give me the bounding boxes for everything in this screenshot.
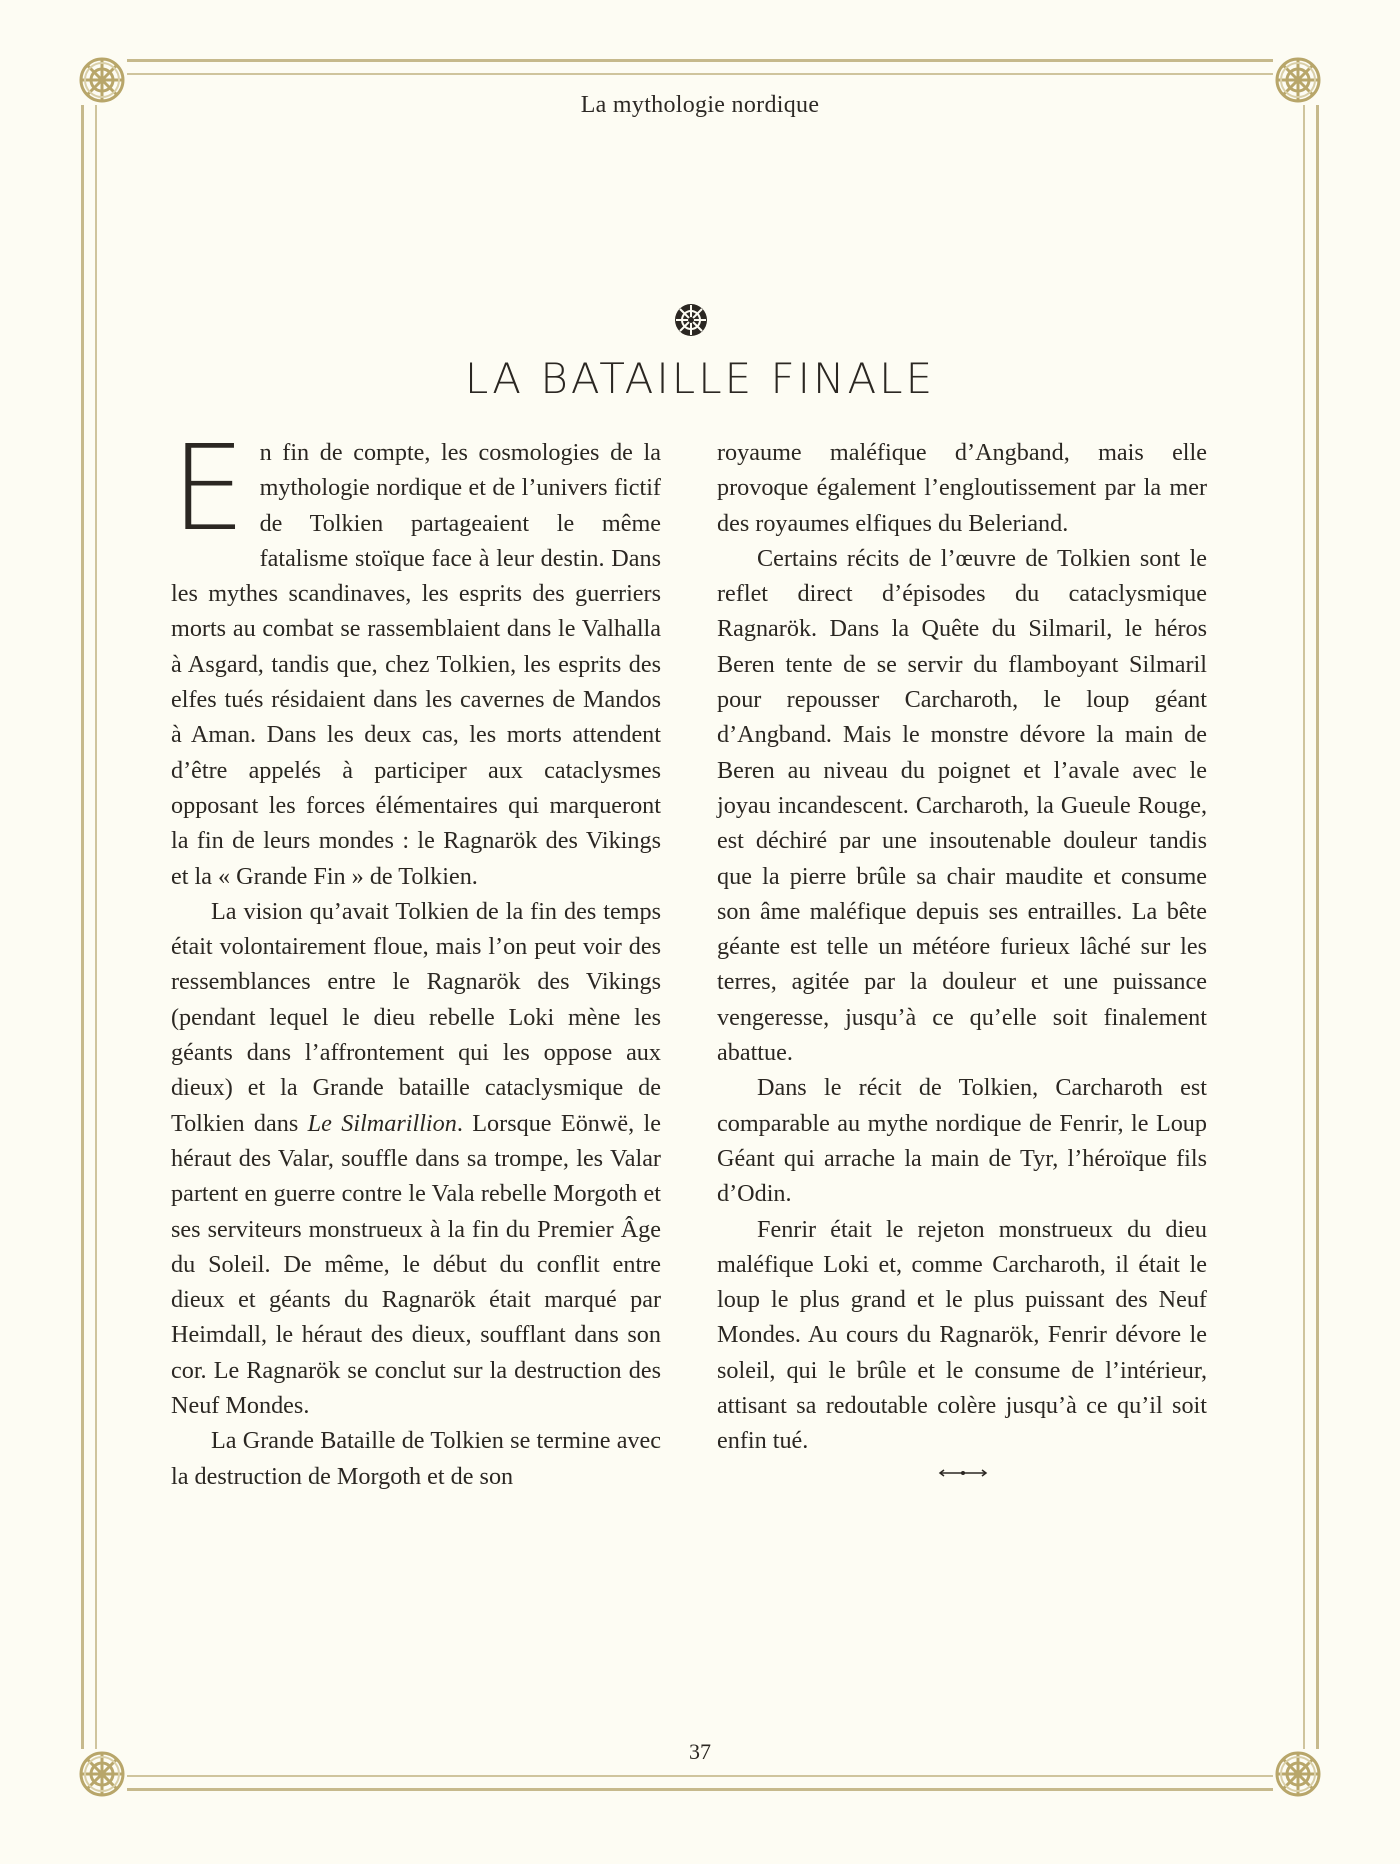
paragraph-text: n fin de compte, les cosmologies de la mythologie nordique et de l’univers fictif de Tolkien partageaient le même fatalisme stoïque face à leur destin. Dans les mythes scandinaves, les esprits des guerriers morts au combat se rassemblaient dans le Valhalla à Asgard, tandis que, chez Tolkien, les esprits des elfes tués résidaient dans les cavernes de Mandos à Aman. Dans les deux cas, les morts attendent d’être appelés à participer aux cataclysmes opposant les forces élémentaires qui marqueront la fin de leurs mondes : le Ragnarök des Vikings et la « Grande Fin » de Tolkien. [171,439,661,890]
paragraph-text: La vision qu’avait Tolkien de la fin des temps était volontairement floue, mais l’on peut voir des ressemblances entre le Ragnarök des Vikings (pendant lequel le dieu rebelle Loki mène les géants dans l’affrontement qui les oppose aux dieux) et la Grande bataille cataclysmique de Tolkien dans [171,897,661,1137]
paragraph-text: Dans le récit de Tolkien, Carcharoth est comparable au mythe nordique de Fenrir, le Loup Géant qui arrache la main de Tyr, l’héroïque fils d’Odin. [717,1074,1207,1208]
right-column [717,435,1207,1459]
arrow-divider-icon [938,1467,988,1479]
book-title: Le Silmarillion [307,1109,457,1137]
paragraph-text: royaume maléfique d’Angband, mais elle provoque également l’engloutissement par la mer des royaumes elfiques du Beleriand. [717,439,1207,537]
drop-cap: E [171,419,246,557]
knot-medallion-icon [673,302,709,338]
paragraph [717,1070,1207,1211]
running-head: La mythologie nordique [580,92,820,118]
paragraph [717,435,1207,541]
paragraph [717,541,1207,1070]
paragraph-text: Fenrir était le rejeton monstrueux du dieu maléfique Loki et, comme Carcharoth, il était le loup le plus grand et le plus puissant des Neuf Mondes. Au cours du Ragnarök, Fenrir dévore le soleil, qui le brûle et le consume de l’intérieur, attisant sa redoutable colère jusqu’à ce qu’il soit enfin tué. [717,1215,1207,1455]
paragraph-text: Certains récits de l’œuvre de Tolkien sont le reflet direct d’épisodes du cataclysmique Ragnarök. Dans la Quête du Silmaril, le héros Beren tente de se servir du flamboyant Silmaril pour repousser Carcharoth, le loup géant d’Angband. Mais le monstre dévore la main de Beren au niveau du poignet et l’avale avec le joyau incandescent. Carcharoth, la Gueule Rouge, est déchiré par une insoutenable douleur tandis que la pierre brûle sa chair maudite et consume son âme maléfique depuis ses entrailles. La bête géante est telle un météore furieux lâché sur les terres, agitée par la douleur et une puissance vengeresse, jusqu’à ce qu’elle soit finalement abattue. [717,544,1207,1067]
paragraph [717,1212,1207,1459]
page-title: LA BATAILLE FINALE [464,354,936,403]
paragraph [171,894,661,1423]
paragraph [171,419,661,894]
paragraph-text: La Grande Bataille de Tolkien se termine avec la destruction de Morgoth et de son [171,1427,661,1490]
paragraph [171,1423,661,1494]
left-column [171,419,661,1494]
paragraph-text: . Lorsque Eönwë, le héraut des Valar, souffle dans sa trompe, les Valar partent en guerre contre le Vala rebelle Morgoth et ses serviteurs monstrueux à la fin du Premier Âge du Soleil. De même, le début du conflit entre dieux et géants du Ragnarök était marqué par Heimdall, le héraut des dieux, soufflant dans son cor. Le Ragnarök se conclut sur la destruction des Neuf Mondes. [171,1109,661,1420]
page-number: 37 [689,1739,711,1764]
